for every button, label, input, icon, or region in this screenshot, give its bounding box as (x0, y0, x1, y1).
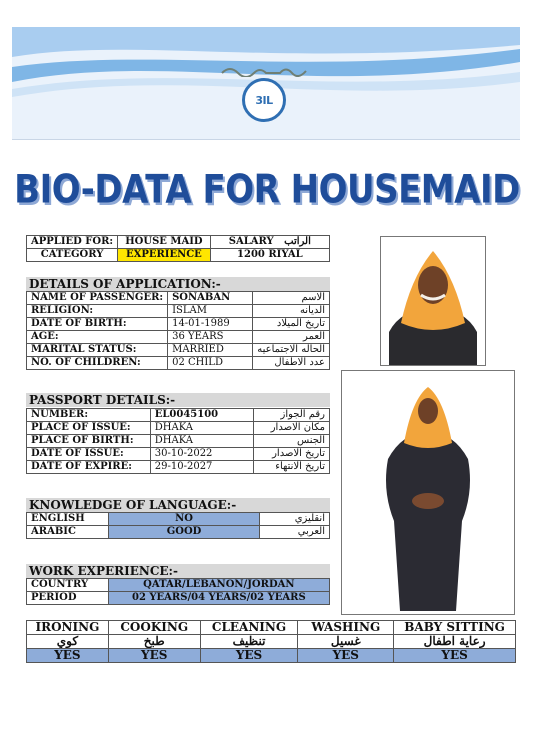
work-row (27, 592, 330, 605)
work-label: PERIOD (27, 592, 109, 605)
skill-name: IRONING (27, 621, 109, 635)
skill-name: CLEANING (200, 621, 298, 635)
detail-label-ar: الحاله الاجتماعيه (253, 344, 330, 357)
category-value: EXPERIENCE (118, 249, 211, 262)
passport-label-ar: مكان الاصدار (254, 422, 330, 435)
detail-value: MARRIED (168, 344, 253, 357)
passport-row (27, 448, 330, 461)
skill-value: YES (394, 649, 516, 663)
language-label: ENGLISH (27, 513, 109, 526)
salary-label: SALARY (228, 236, 274, 247)
skill-value: YES (108, 649, 200, 663)
detail-value: SONABAN (168, 292, 253, 305)
passport-label: DATE OF ISSUE: (27, 448, 151, 461)
header-divider (12, 139, 520, 140)
work-label: COUNTRY (27, 579, 109, 592)
passport-label: PLACE OF BIRTH: (27, 435, 151, 448)
skill-name-ar: كوي (27, 635, 109, 649)
detail-label-ar: الديانه (253, 305, 330, 318)
details-heading: DETAILS OF APPLICATION:- (26, 277, 330, 291)
passport-heading: PASSPORT DETAILS:- (26, 393, 330, 407)
skill-name-ar: تنظيف (200, 635, 298, 649)
details-row (27, 318, 330, 331)
detail-label: MARITAL STATUS: (27, 344, 168, 357)
detail-label-ar: الاسم (253, 292, 330, 305)
skill-value: YES (200, 649, 298, 663)
language-row (27, 513, 330, 526)
skills-name-row (27, 621, 516, 635)
skill-name-ar: طبخ (108, 635, 200, 649)
applied-for-value: HOUSE MAID (118, 236, 211, 249)
detail-value: ISLAM (168, 305, 253, 318)
skill-value: YES (27, 649, 109, 663)
detail-label: NO. OF CHILDREN: (27, 357, 168, 370)
passport-label-ar: رقم الجواز (254, 409, 330, 422)
page-title: BIO-DATA FOR HOUSEMAID (14, 167, 520, 213)
work-table (26, 578, 330, 605)
detail-label: DATE OF BIRTH: (27, 318, 168, 331)
detail-label-ar: عدد الاطفال (253, 357, 330, 370)
skills-table (26, 620, 516, 663)
salary-label-ar: الراتب (284, 236, 311, 247)
skill-name: COOKING (108, 621, 200, 635)
language-table (26, 512, 330, 539)
passport-label: PLACE OF ISSUE: (27, 422, 151, 435)
work-heading: WORK EXPERIENCE:- (26, 564, 330, 578)
language-label-ar: انقليزي (260, 513, 330, 526)
skill-name-ar: غسيل (298, 635, 394, 649)
salary-label-cell (210, 236, 329, 249)
passport-row (27, 461, 330, 474)
passport-label-ar: تاريخ الانتهاء (254, 461, 330, 474)
detail-value: 14-01-1989 (168, 318, 253, 331)
language-label: ARABIC (27, 526, 109, 539)
passport-row (27, 435, 330, 448)
passport-table (26, 408, 330, 474)
passport-value: DHAKA (150, 422, 253, 435)
detail-label: AGE: (27, 331, 168, 344)
passport-value: DHAKA (150, 435, 253, 448)
passport-value: 29-10-2027 (150, 461, 253, 474)
application-table (26, 235, 330, 262)
portrait-photo (380, 236, 486, 366)
skills-value-row (27, 649, 516, 663)
passport-row (27, 409, 330, 422)
detail-value: 36 YEARS (168, 331, 253, 344)
applied-for-label: APPLIED FOR: (27, 236, 118, 249)
skill-value: YES (298, 649, 394, 663)
details-row (27, 357, 330, 370)
passport-label: NUMBER: (27, 409, 151, 422)
detail-label-ar: العمر (253, 331, 330, 344)
passport-row (27, 422, 330, 435)
company-logo-icon: 3IL (242, 78, 286, 122)
passport-value: 30-10-2022 (150, 448, 253, 461)
company-script-logo (220, 63, 308, 77)
passport-value: EL0045100 (150, 409, 253, 422)
salary-value: 1200 RIYAL (210, 249, 329, 262)
detail-label: RELIGION: (27, 305, 168, 318)
language-label-ar: العربي (260, 526, 330, 539)
details-row (27, 292, 330, 305)
language-value: GOOD (108, 526, 259, 539)
work-value: QATAR/LEBANON/JORDAN (108, 579, 329, 592)
work-value: 02 YEARS/04 YEARS/02 YEARS (108, 592, 329, 605)
skills-arabic-row (27, 635, 516, 649)
language-heading: KNOWLEDGE OF LANGUAGE:- (26, 498, 330, 512)
passport-label: DATE OF EXPIRE: (27, 461, 151, 474)
details-row (27, 331, 330, 344)
full-body-photo (341, 370, 515, 615)
passport-label-ar: تاريخ الاصدار (254, 448, 330, 461)
language-value: NO (108, 513, 259, 526)
detail-label: NAME OF PASSENGER: (27, 292, 168, 305)
skill-name: WASHING (298, 621, 394, 635)
details-row (27, 344, 330, 357)
work-row (27, 579, 330, 592)
detail-label-ar: تاريخ الميلاد (253, 318, 330, 331)
detail-value: 02 CHILD (168, 357, 253, 370)
details-row (27, 305, 330, 318)
passport-label-ar: الجنس (254, 435, 330, 448)
language-row (27, 526, 330, 539)
details-table (26, 291, 330, 370)
category-label: CATEGORY (27, 249, 118, 262)
skill-name-ar: رعاية اطفال (394, 635, 516, 649)
skill-name: BABY SITTING (394, 621, 516, 635)
